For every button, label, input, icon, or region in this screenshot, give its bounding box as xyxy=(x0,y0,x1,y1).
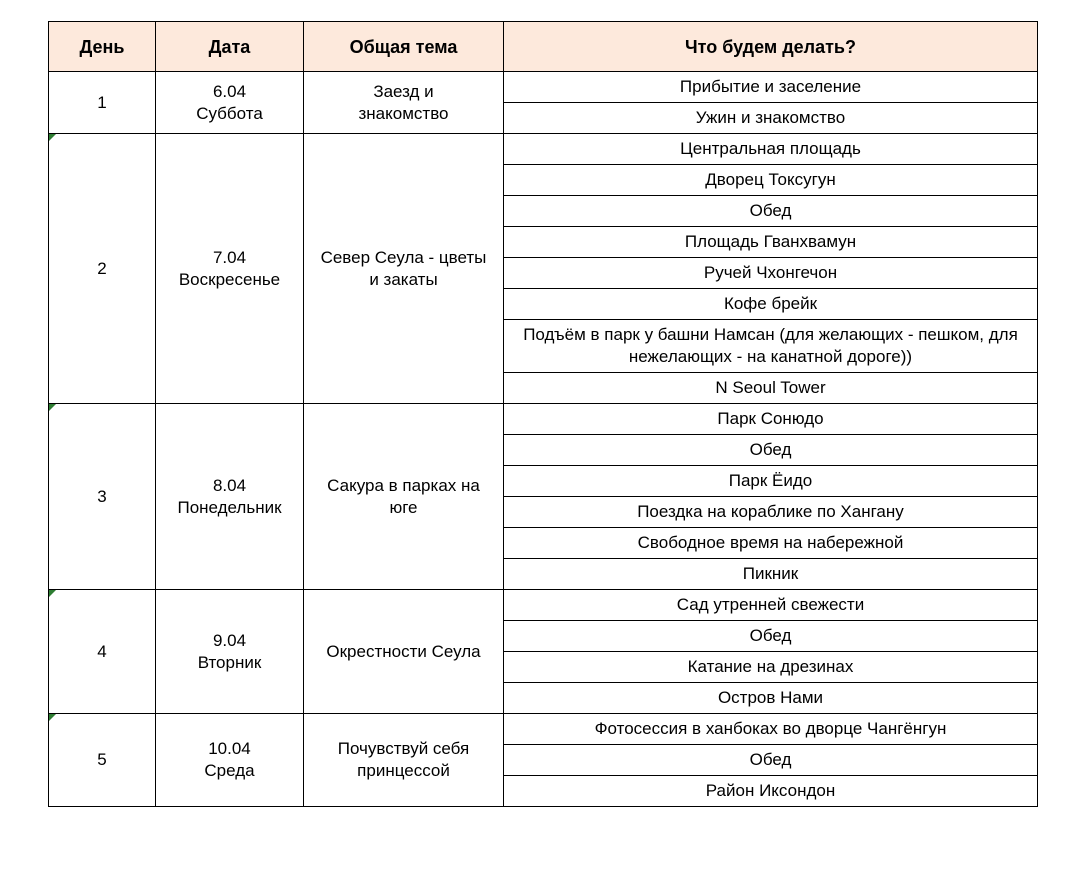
date-cell[interactable] xyxy=(156,134,304,404)
activity-cell[interactable]: Дворец Токсугун xyxy=(504,165,1038,196)
activity-cell[interactable]: Сад утренней свежести xyxy=(504,590,1038,621)
header-date[interactable]: Дата xyxy=(156,22,304,72)
activity-cell[interactable]: Фотосессия в ханбоках во дворце Чангёнгун xyxy=(504,714,1038,745)
date-cell[interactable] xyxy=(156,590,304,714)
theme-line: и закаты xyxy=(369,269,438,289)
activity-cell[interactable]: Обед xyxy=(504,196,1038,227)
weekday-value: Воскресенье xyxy=(178,269,281,289)
activity-cell[interactable]: Парк Ёидо xyxy=(504,466,1038,497)
day-number: 2 xyxy=(97,258,107,278)
itinerary-table xyxy=(48,21,1038,807)
activity-cell[interactable]: Пикник xyxy=(504,559,1038,590)
weekday-value: Суббота xyxy=(196,103,263,123)
day-number-cell[interactable] xyxy=(49,714,156,807)
theme-line: Почувствуй себя xyxy=(337,739,470,758)
comment-indicator-icon xyxy=(49,590,56,597)
theme-cell[interactable] xyxy=(304,590,504,714)
activity-cell[interactable]: N Seoul Tower xyxy=(504,373,1038,404)
activity-cell[interactable]: Кофе брейк xyxy=(504,289,1038,320)
date-cell[interactable] xyxy=(156,404,304,590)
theme-cell[interactable] xyxy=(304,134,504,404)
date-value: 6.04 xyxy=(212,81,247,101)
activity-cell[interactable]: Обед xyxy=(504,745,1038,776)
comment-indicator-icon xyxy=(49,404,56,411)
activity-cell[interactable]: Центральная площадь xyxy=(504,134,1038,165)
theme-line: знакомство xyxy=(358,103,449,123)
date-cell[interactable] xyxy=(156,72,304,134)
theme-cell[interactable] xyxy=(304,714,504,807)
header-day[interactable]: День xyxy=(49,22,156,72)
day-number: 5 xyxy=(97,750,107,769)
activity-cell[interactable]: Площадь Гванхвамун xyxy=(504,227,1038,258)
weekday-value: Вторник xyxy=(197,652,262,672)
activity-cell[interactable]: Свободное время на набережной xyxy=(504,528,1038,559)
activity-cell[interactable]: Ужин и знакомство xyxy=(504,103,1038,134)
day-number-cell[interactable] xyxy=(49,134,156,404)
day-number: 1 xyxy=(97,92,107,112)
date-value: 10.04 xyxy=(208,739,251,758)
table-row xyxy=(49,590,1038,621)
table-row xyxy=(49,404,1038,435)
theme-line: Заезд и xyxy=(373,81,434,101)
day-number-cell[interactable] xyxy=(49,72,156,134)
theme-cell[interactable] xyxy=(304,404,504,590)
activity-cell[interactable]: Прибытие и заселение xyxy=(504,72,1038,103)
theme-line: Окрестности Сеула xyxy=(326,641,481,661)
table-row xyxy=(49,134,1038,165)
theme-line: принцессой xyxy=(357,761,450,780)
activity-cell[interactable]: Обед xyxy=(504,621,1038,652)
theme-cell[interactable] xyxy=(304,72,504,134)
day-number: 4 xyxy=(97,641,107,661)
activity-cell[interactable]: Подъём в парк у башни Намсан (для желающих - пешком, для нежелающих - на канатной дороге)) xyxy=(504,320,1038,373)
header-theme[interactable]: Общая тема xyxy=(304,22,504,72)
comment-indicator-icon xyxy=(49,134,56,141)
activity-cell[interactable]: Район Иксондон xyxy=(504,776,1038,807)
date-cell[interactable] xyxy=(156,714,304,807)
date-value: 8.04 xyxy=(212,475,247,495)
comment-indicator-icon xyxy=(49,714,56,721)
day-number-cell[interactable] xyxy=(49,590,156,714)
header-row xyxy=(49,22,1038,72)
table-row xyxy=(49,72,1038,103)
theme-line: Север Сеула - цветы xyxy=(320,247,487,267)
header-activities[interactable]: Что будем делать? xyxy=(504,22,1038,72)
activity-cell[interactable]: Катание на дрезинах xyxy=(504,652,1038,683)
activity-cell[interactable]: Поездка на кораблике по Хангану xyxy=(504,497,1038,528)
date-value: 9.04 xyxy=(212,630,247,650)
theme-line: Сакура в парках на xyxy=(327,475,480,495)
activity-cell[interactable]: Ручей Чхонгечон xyxy=(504,258,1038,289)
table-row xyxy=(49,714,1038,745)
day-number-cell[interactable] xyxy=(49,404,156,590)
activity-cell[interactable]: Обед xyxy=(504,435,1038,466)
activity-cell[interactable]: Остров Нами xyxy=(504,683,1038,714)
weekday-value: Среда xyxy=(204,761,255,780)
weekday-value: Понедельник xyxy=(177,497,282,517)
theme-line: юге xyxy=(389,497,418,517)
day-number: 3 xyxy=(97,486,107,506)
activity-cell[interactable]: Парк Сонюдо xyxy=(504,404,1038,435)
date-value: 7.04 xyxy=(212,247,247,267)
